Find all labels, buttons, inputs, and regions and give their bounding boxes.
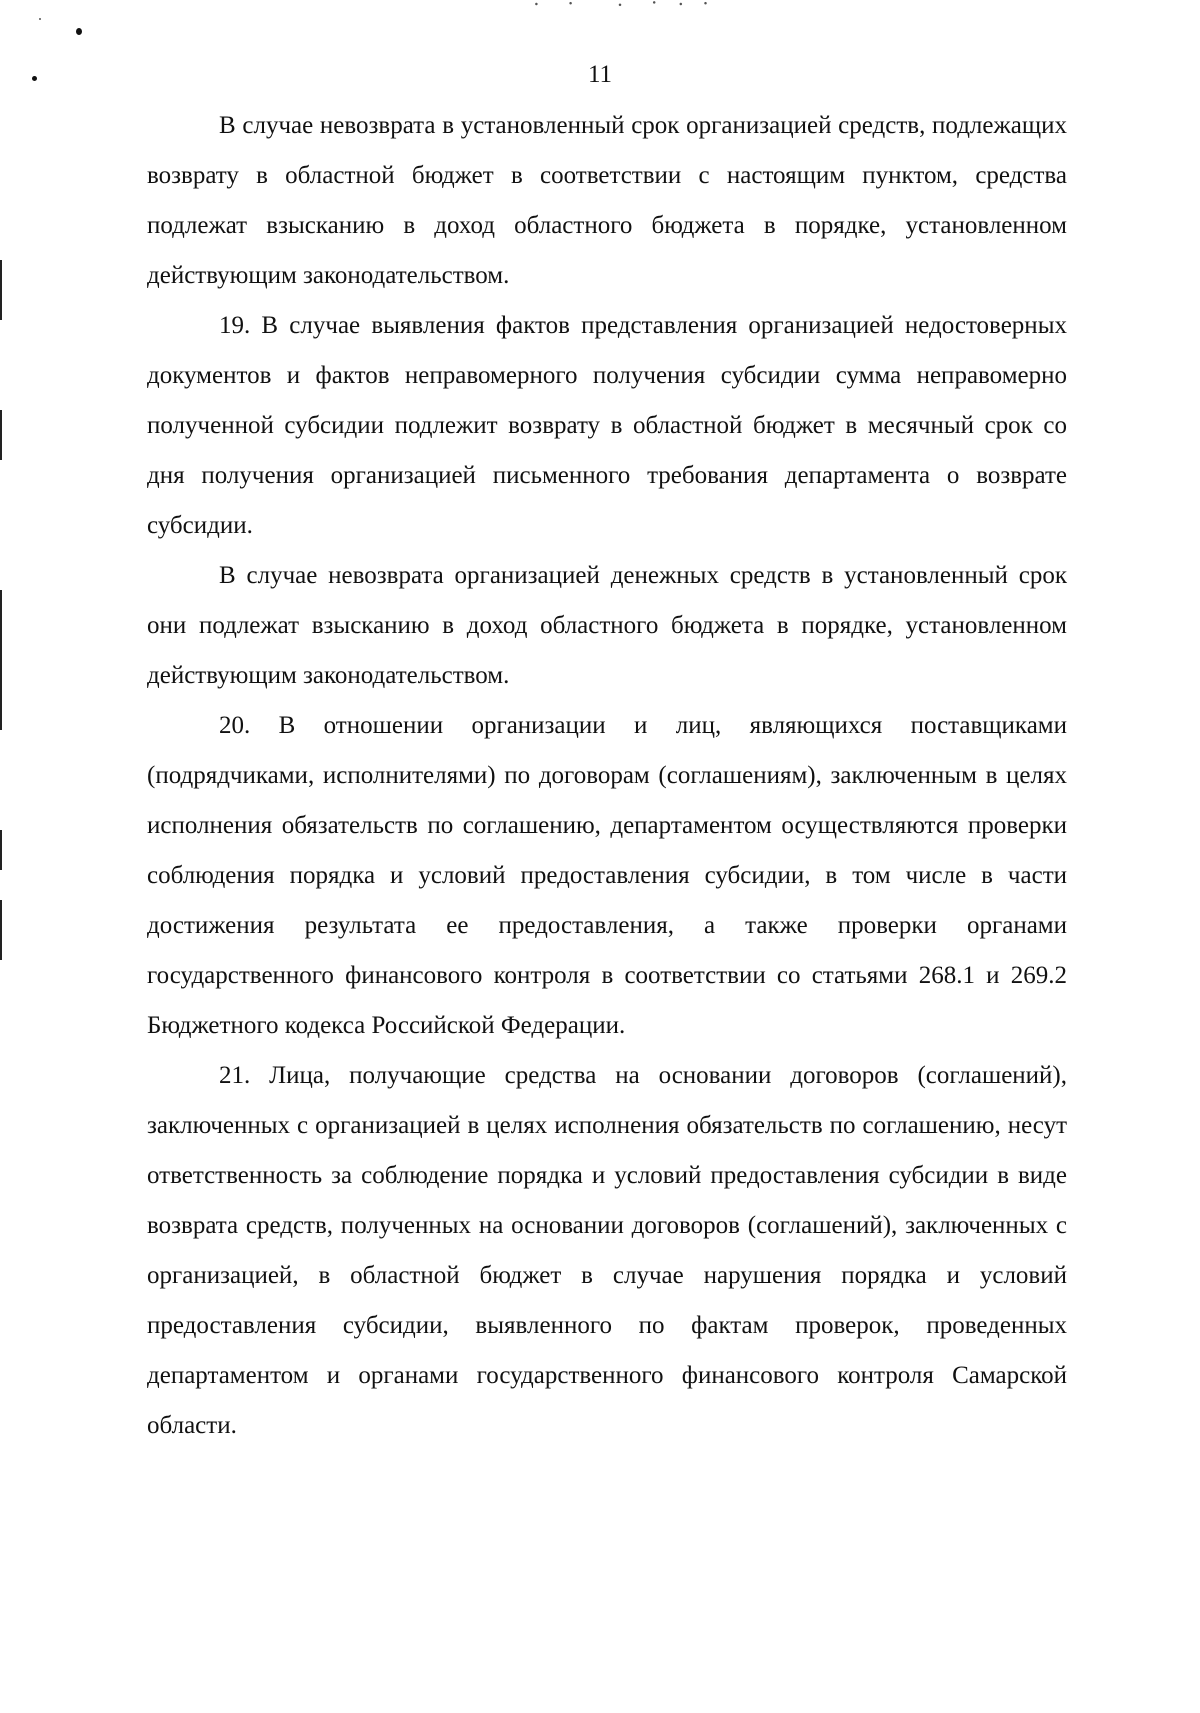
scan-margin-line — [0, 410, 2, 460]
paragraph-item-19: 19. В случае выявления фактов представления организацией недостоверных документов и фактов неправомерного получения субсидии сумма неправомерно полученной субсидии подлежит возврату в областной бюджет в месячный срок со дня получения организацией письменного требования департамента о возврате субсидии. — [147, 312, 1067, 539]
document-body — [147, 101, 1067, 1451]
scan-speckle — [525, 0, 715, 8]
paragraph: В случае невозврата организацией денежных средств в установленный срок они подлежат взысканию в доход областного бюджета в порядке, установленном действующим законодательством. — [147, 562, 1067, 689]
scan-margin-line — [0, 900, 2, 960]
page-number: 11 — [587, 61, 613, 88]
scan-margin-line — [0, 590, 2, 730]
paragraph-item-21: 21. Лица, получающие средства на основании договоров (соглашений), заключенных с организацией в целях исполнения обязательств по соглашению, несут ответственность за соблюдение порядка и условий предоставления субсидии в виде возврата средств, полученных на основании договоров (соглашений), заключенных с организацией, в областной бюджет в случае нарушения порядка и условий предоставления субсидии, выявленного по фактам проверок, проведенных департаментом и органами государственного финансового контроля Самарской области. — [147, 1062, 1067, 1439]
scan-dot — [76, 28, 82, 35]
scan-margin-line — [0, 830, 2, 870]
paragraph: В случае невозврата в установленный срок организацией средств, подлежащих возврату в областной бюджет в соответствии с настоящим пунктом, средства подлежат взысканию в доход областного бюджета в порядке, установленном действующим законодательством. — [147, 112, 1067, 289]
paragraph-item-20: 20. В отношении организации и лиц, являющихся поставщиками (подрядчиками, исполнителями) по договорам (соглашениям), заключенным в целях исполнения обязательств по соглашению, департаментом осуществляются проверки соблюдения порядка и условий предоставления субсидии, в том числе в части достижения результата ее предоставления, а также проверки органами государственного финансового контроля в соответствии со статьями 268.1 и 269.2 Бюджетного кодекса Российской Федерации. — [147, 712, 1067, 1039]
scan-margin-line — [0, 260, 2, 320]
scan-dot — [39, 18, 41, 20]
